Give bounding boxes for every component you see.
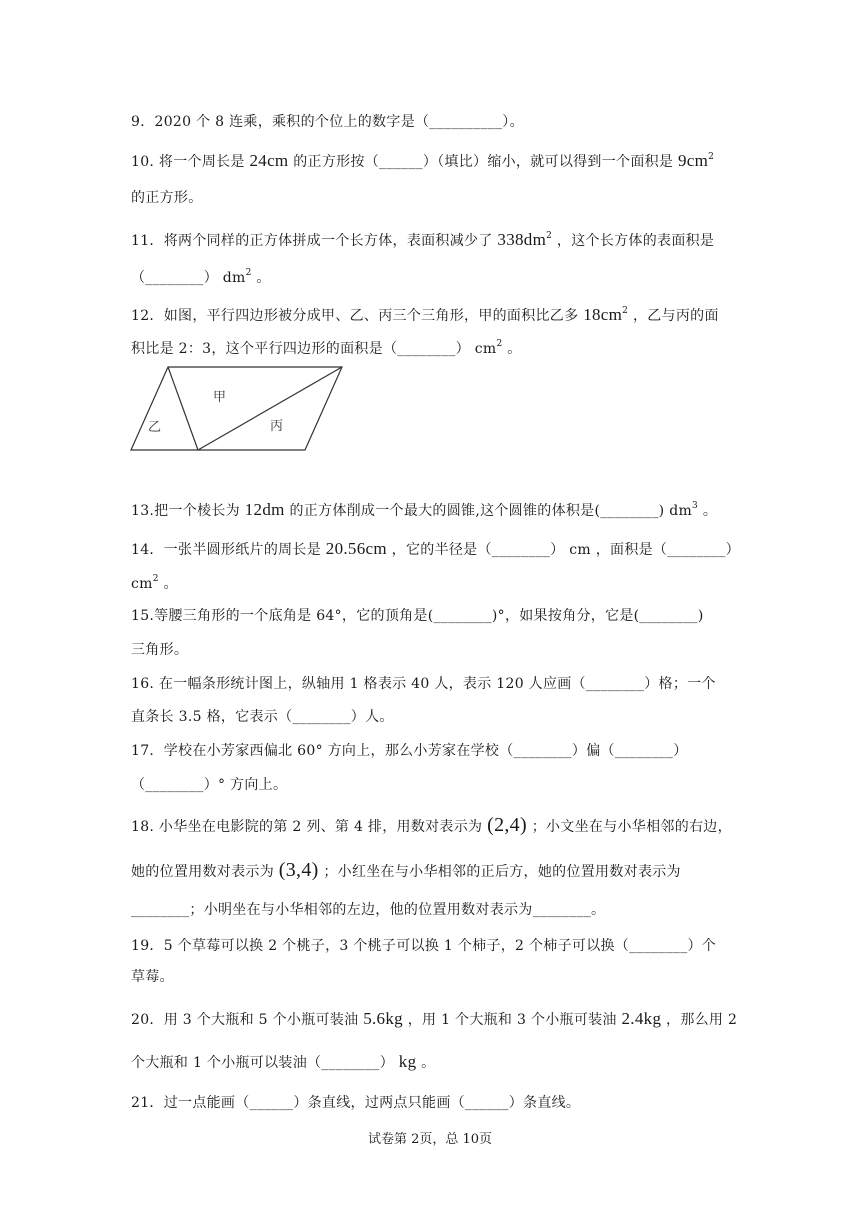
question-14-text-d: 。 bbox=[163, 576, 178, 592]
question-21 bbox=[131, 1093, 580, 1113]
question-20-weight-b: 2.4kg bbox=[621, 1009, 662, 1028]
question-13-unit-exponent: 3 bbox=[692, 501, 699, 511]
question-20-text-c: ，那么用 2 bbox=[666, 1012, 738, 1028]
question-11-text-b: ，这个长方体的表面积是 bbox=[556, 233, 715, 249]
question-14-text-a: 14．一张半圆形纸片的周长是 bbox=[131, 542, 322, 558]
question-10-area: 9cm bbox=[677, 151, 709, 170]
question-11-line-2 bbox=[131, 268, 271, 288]
question-11-blank: （________） bbox=[131, 270, 218, 286]
question-21-text: 21．过一点能画（______）条直线，过两点只能画（______）条直线。 bbox=[131, 1095, 581, 1111]
question-14-line-2 bbox=[131, 574, 178, 594]
question-13-text-c: 。 bbox=[702, 503, 718, 519]
question-20 bbox=[131, 1009, 737, 1030]
parallelogram-figure bbox=[128, 364, 348, 456]
question-9 bbox=[131, 112, 524, 132]
question-14-perimeter: 20.56cm bbox=[325, 539, 387, 558]
question-13-text-a: 13.把一个棱长为 bbox=[131, 503, 240, 519]
question-11-text-a: 11．将两个同样的正方体拼成一个长方体，表面积减少了 bbox=[131, 233, 493, 249]
question-15-text: 15.等腰三角形的一个底角是 64°，它的顶角是(________)°，如果按角分，它是(________) bbox=[131, 608, 704, 624]
question-20-unit: kg bbox=[398, 1052, 417, 1071]
question-11-unit: dm bbox=[222, 270, 246, 286]
question-11 bbox=[131, 230, 714, 251]
question-11-text-c: 。 bbox=[256, 270, 271, 286]
question-20-line-2 bbox=[131, 1052, 435, 1073]
question-13-text-b: 的正方体削成一个最大的圆锥,这个圆锥的体积是(________) bbox=[289, 503, 665, 519]
question-12-text-d: 。 bbox=[507, 341, 522, 357]
question-18 bbox=[131, 815, 732, 837]
question-19-line-2 bbox=[131, 967, 174, 987]
question-20-text-d: 个大瓶和 1 个小瓶可以装油（________） bbox=[131, 1055, 395, 1071]
question-17-line-2 bbox=[131, 775, 287, 795]
question-18-text-a: 18. 小华坐在电影院的第 2 列、第 4 排，用数对表示为 bbox=[131, 819, 483, 835]
question-14-text-b: ，它的半径是（________） bbox=[391, 542, 565, 558]
triangle-label-jia: 甲 bbox=[213, 390, 227, 405]
question-10-text-a: 10. 将一个周长是 bbox=[131, 154, 245, 170]
question-11-area-exponent: 2 bbox=[546, 231, 553, 241]
question-18-text-d: ；小红坐在与小华相邻的正后方，她的位置用数对表示为 bbox=[323, 864, 681, 880]
question-18-line-3 bbox=[131, 900, 605, 920]
question-20-weight-a: 5.6kg bbox=[363, 1009, 403, 1028]
question-13-edge: 12dm bbox=[244, 500, 285, 519]
question-12-area-exponent: 2 bbox=[622, 306, 629, 316]
question-12-text-a: 12．如图，平行四边形被分成甲、乙、丙三个三角形，甲的面积比乙多 bbox=[131, 308, 579, 324]
question-12-line-2 bbox=[131, 339, 522, 359]
question-11-area: 338dm bbox=[497, 230, 547, 249]
question-18-line-2 bbox=[131, 860, 681, 882]
question-18-pair-xiaohua: (2,4) bbox=[487, 814, 527, 836]
question-10-area-exponent: 2 bbox=[708, 152, 715, 162]
question-12-unit: cm bbox=[474, 341, 497, 357]
question-12-area: 18cm bbox=[583, 305, 623, 324]
question-14 bbox=[131, 539, 740, 560]
question-17-text-b: （________）° 方向上。 bbox=[131, 777, 288, 793]
question-15 bbox=[131, 606, 704, 626]
question-9-text: 9．2020 个 8 连乘，乘积的个位上的数字是（__________）。 bbox=[131, 114, 524, 130]
question-14-unit-area: cm bbox=[131, 576, 153, 592]
question-19-text: 19．5 个草莓可以换 2 个桃子，3 个桃子可以换 1 个柿子，2 个柿子可以换（________）个 bbox=[131, 938, 717, 954]
question-20-text-b: ，用 1 个大瓶和 3 个小瓶可装油 bbox=[407, 1012, 617, 1028]
question-10-perimeter: 24cm bbox=[249, 151, 289, 170]
question-16-text-b: 直条长 3.5 格，它表示（________）人。 bbox=[131, 709, 394, 725]
question-16-text: 16. 在一幅条形统计图上，纵轴用 1 格表示 40 人，表示 120 人应画（________）格；一个 bbox=[131, 676, 716, 692]
question-18-text-b: ；小文坐在与小华相邻的右边， bbox=[531, 819, 732, 835]
question-12-text-b: ，乙与丙的面 bbox=[632, 308, 719, 324]
question-14-text-c: ，面积是（________） bbox=[595, 542, 740, 558]
question-10-text-b: 的正方形按（______）（填比）缩小，就可以得到一个面积是 bbox=[293, 154, 674, 170]
question-10 bbox=[131, 151, 714, 172]
question-16-line-2 bbox=[131, 707, 394, 727]
question-14-unit-exponent: 2 bbox=[152, 574, 159, 584]
question-15-line-2 bbox=[131, 640, 188, 660]
question-17-text: 17．学校在小芳家西偏北 60° 方向上，那么小芳家在学校（________）偏（________） bbox=[131, 743, 688, 759]
question-20-text-e: 。 bbox=[421, 1055, 436, 1071]
triangle-label-yi: 乙 bbox=[148, 420, 162, 435]
question-17 bbox=[131, 741, 688, 761]
question-18-text-e: ________；小明坐在与小华相邻的左边，他的位置用数对表示为________。 bbox=[131, 902, 606, 918]
question-18-pair-xiaowen: (3,4) bbox=[278, 859, 319, 881]
divider-line-left bbox=[168, 367, 198, 450]
question-19-text-b: 草莓。 bbox=[131, 969, 174, 985]
divider-line-diagonal bbox=[198, 367, 342, 450]
question-11-unit-exponent: 2 bbox=[245, 268, 252, 278]
question-10-text-c: 的正方形。 bbox=[131, 190, 203, 206]
question-16 bbox=[131, 674, 716, 694]
question-12-text-c: 积比是 2：3，这个平行四边形的面积是（________） bbox=[131, 341, 470, 357]
question-10-line-2 bbox=[131, 188, 203, 208]
question-12 bbox=[131, 305, 719, 326]
question-12-unit-exponent: 2 bbox=[496, 339, 503, 349]
question-15-text-b: 三角形。 bbox=[131, 642, 189, 658]
question-18-text-c: 她的位置用数对表示为 bbox=[131, 864, 274, 880]
question-14-unit-radius: cm bbox=[569, 542, 591, 558]
question-13-unit: dm bbox=[669, 503, 693, 519]
triangle-label-bing: 丙 bbox=[270, 419, 284, 434]
parallelogram-outline bbox=[131, 367, 342, 450]
question-20-text-a: 20．用 3 个大瓶和 5 个小瓶可装油 bbox=[131, 1012, 359, 1028]
question-13 bbox=[131, 500, 717, 521]
question-19 bbox=[131, 936, 716, 956]
page-footer: 试卷第 2页，总 10页 bbox=[367, 1132, 493, 1147]
